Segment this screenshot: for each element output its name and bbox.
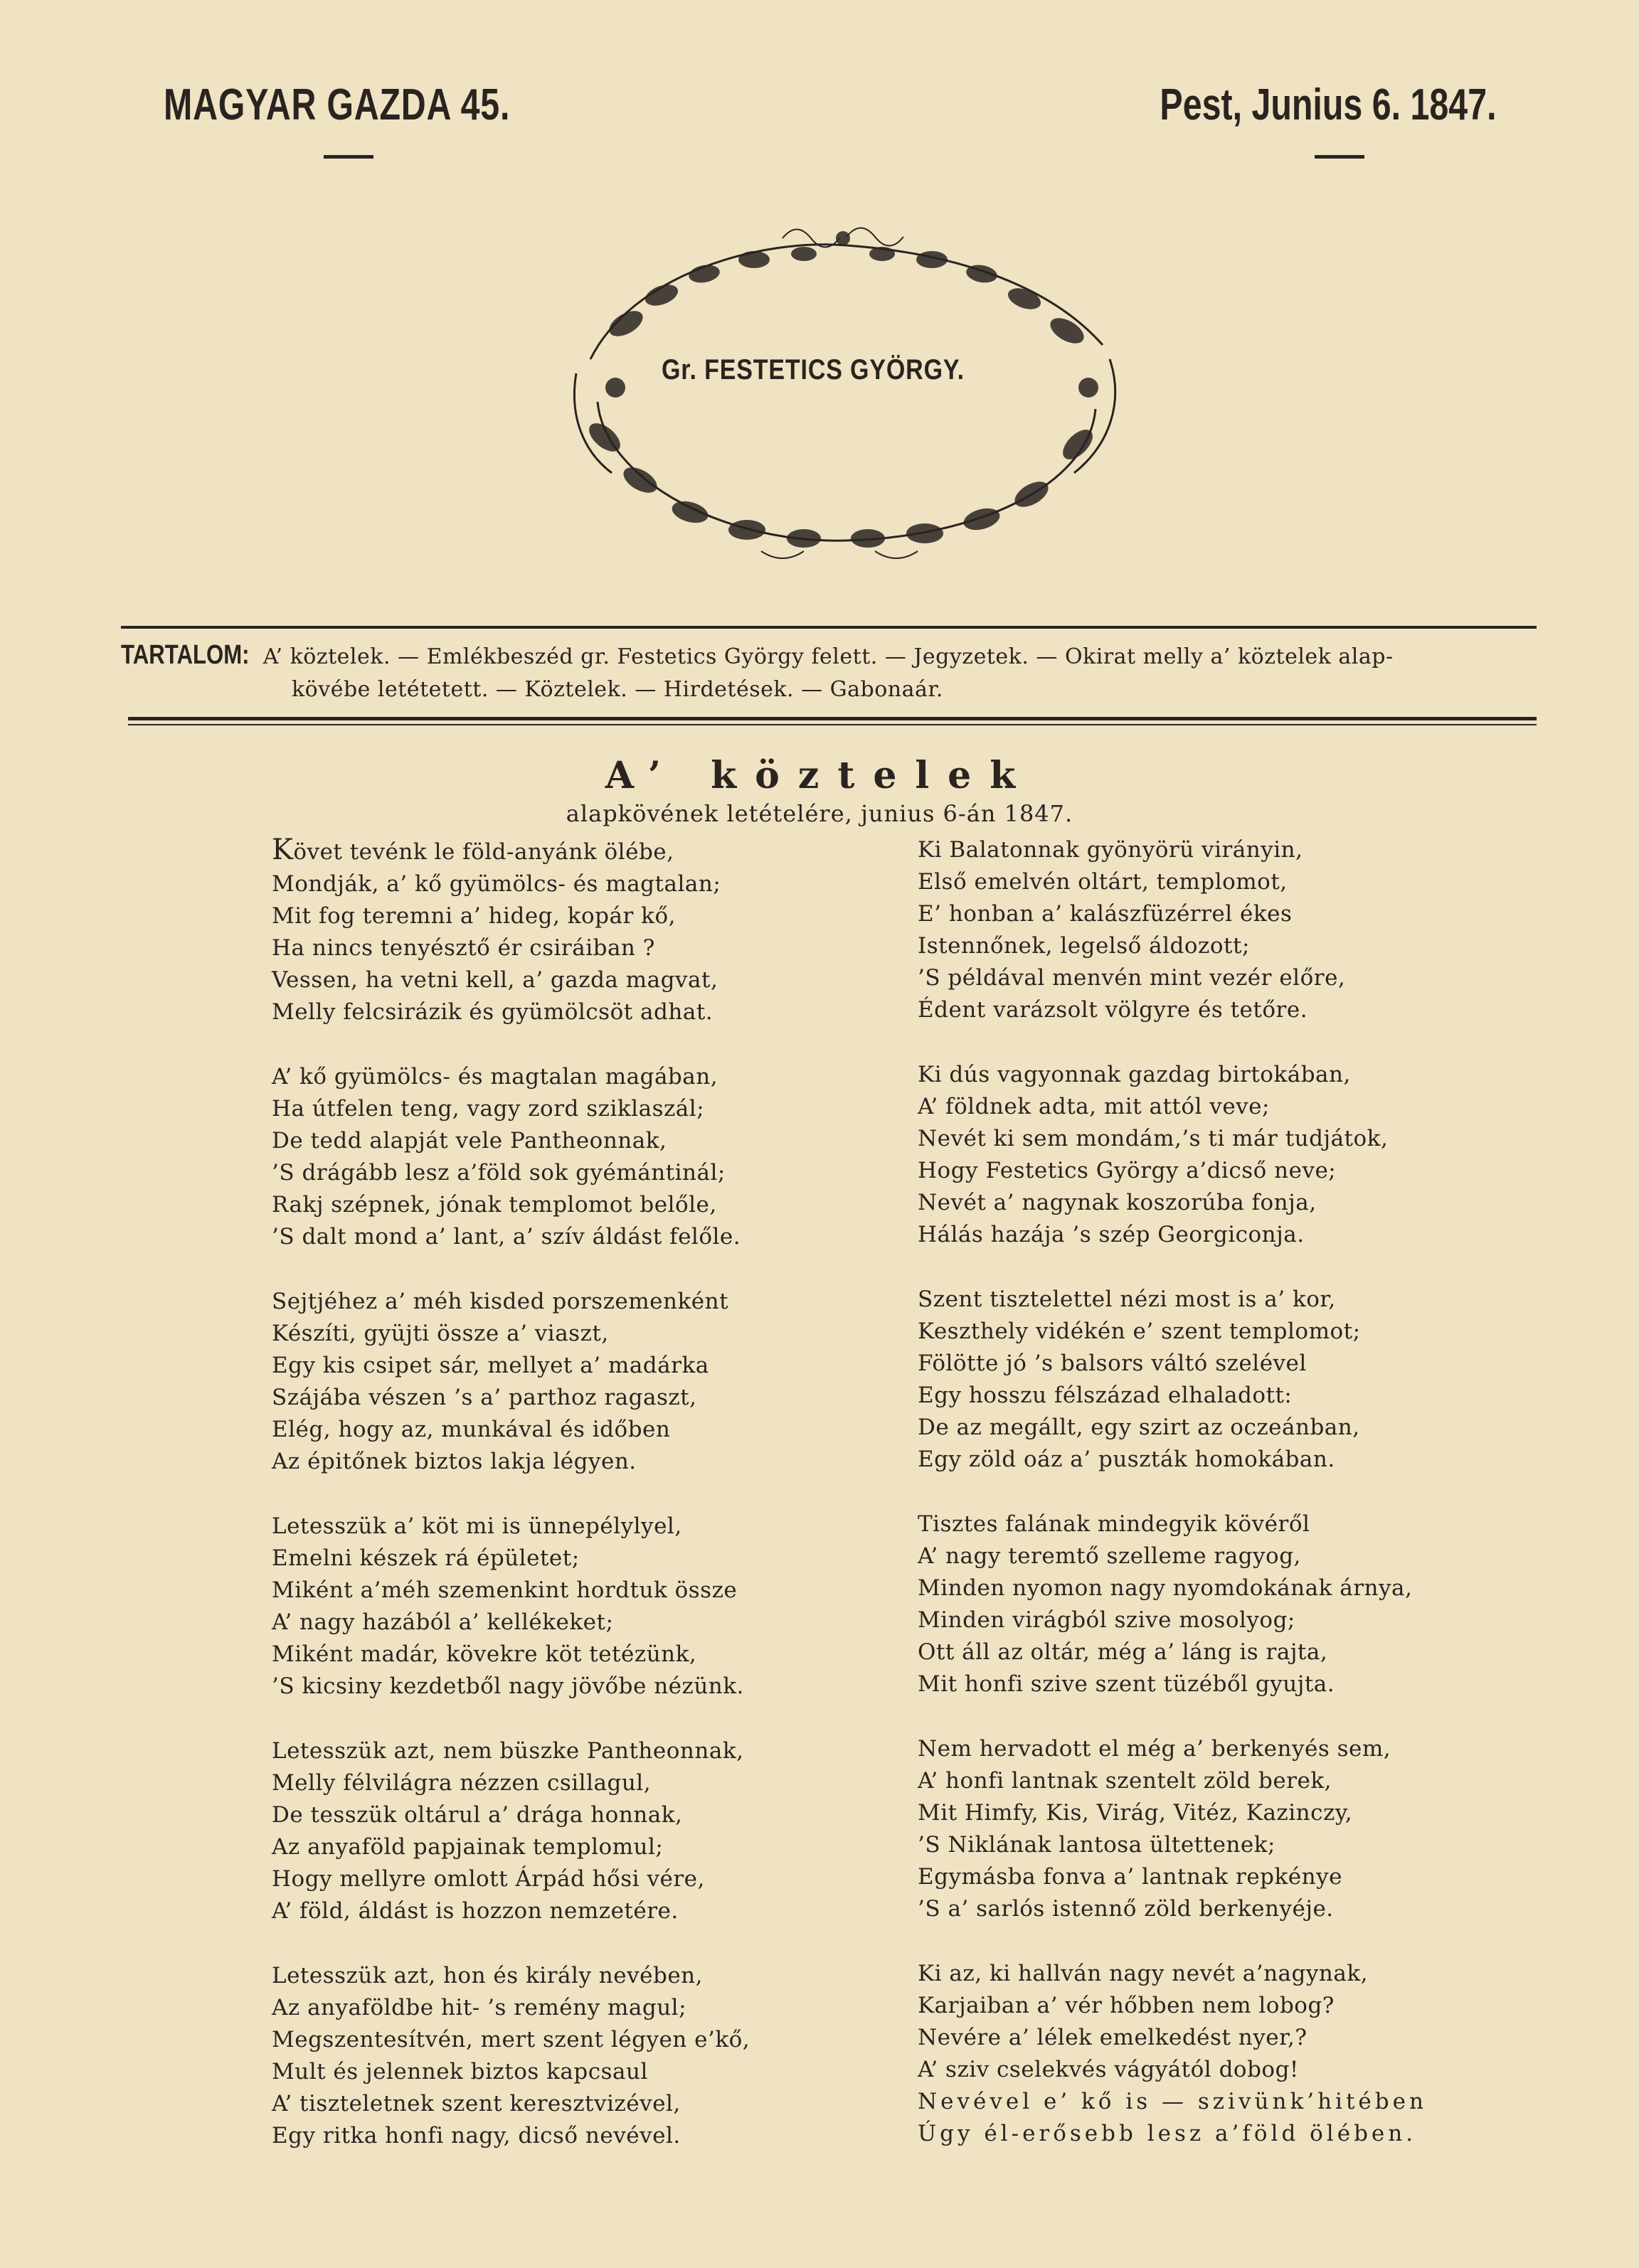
section-rule-thin [128, 724, 1537, 725]
poem-stanza [918, 1733, 1558, 1925]
poem-line: Szájába vészen ’s a’ parthoz ragaszt, [272, 1385, 697, 1410]
poem-line: Mondják, a’ kő gyümölcs- és magtalan; [272, 871, 721, 897]
poem-stanza [918, 1059, 1558, 1251]
poem-line: Melly felcsirázik és gyümölcsöt adhat. [272, 999, 714, 1025]
poem-line: Rakj szépnek, jónak templomot belőle, [272, 1192, 717, 1218]
poem-line: Nevét a’ nagynak koszorúba fonja, [918, 1190, 1317, 1215]
poem-line: Letesszük azt, hon és király nevében, [272, 1963, 703, 1989]
poem-line: Ki Balatonnak gyönyörü virányin, [918, 837, 1303, 863]
poem-stanza [272, 1061, 898, 1253]
poem-line: ’S Niklának lantosa ültettenek; [918, 1832, 1275, 1858]
poem-stanza [272, 1735, 898, 1927]
toc-text-1: A’ köztelek. — Emlékbeszéd gr. Festetics György felett. — Jegyzetek. — Okirat melly a’ köztelek alap- [262, 644, 1394, 669]
poem-line: Követ tevénk le föld-anyánk ölébe, [272, 834, 674, 866]
poem-line: Ha nincs tenyésztő ér csiráiban ? [272, 935, 655, 961]
poem-line: ’S dalt mond a’ lant, a’ szív áldást felőle. [272, 1224, 741, 1250]
poem-line: Egy ritka honfi nagy, dicső nevével. [272, 2123, 681, 2149]
masthead-title: MAGYAR GAZDA 45. [164, 80, 511, 129]
poem-line: Megszentesítvén, mert szent légyen e’kő, [272, 2027, 750, 2053]
poem-line: Egy zöld oáz a’ puszták homokában. [918, 1447, 1335, 1472]
poem-line: Ki az, ki hallván nagy nevét a’nagynak, [918, 1961, 1368, 1986]
poem-line: Vessen, ha vetni kell, a’ gazda magvat, [272, 967, 718, 993]
poem-line: Sejtjéhez a’ méh kisded porszemenként [272, 1289, 729, 1314]
poem-subtitle: alapkövének letételére, junius 6-án 1847. [566, 800, 1073, 827]
poem-line: Miként madár, kövekre köt tetézünk, [272, 1641, 697, 1667]
poem-line: Nem hervadott el még a’ berkenyés sem, [918, 1736, 1391, 1762]
poem-line: Miként a’méh szemenkint hordtuk össze [272, 1577, 738, 1603]
vignette-name: Gr. FESTETICS GYÖRGY. [662, 354, 965, 385]
poem-stanza [272, 1286, 898, 1478]
poem-line: A’ tiszteletnek szent keresztvizével, [272, 2091, 681, 2117]
section-rule-thick [128, 717, 1537, 720]
poem-column-left [272, 834, 898, 2185]
poem-line: Nevével e’ kő is — szivünk’hitében [918, 2089, 1427, 2114]
poem-line: Az épitőnek biztos lakja légyen. [272, 1449, 637, 1474]
poem-line: ’S kicsiny kezdetből nagy jövőbe nézünk. [272, 1673, 744, 1699]
poem-line: Ott áll az oltár, még a’ láng is rajta, [918, 1639, 1328, 1665]
poem-line: Egymásba fonva a’ lantnak repkénye [918, 1864, 1342, 1890]
toc-line-2 [121, 674, 1537, 706]
poem-line: Minden virágból szive mosolyog; [918, 1607, 1295, 1633]
poem-stanza [918, 1958, 1558, 2150]
poem-line: Tisztes falának mindegyik kövéről [918, 1511, 1310, 1537]
poem-line: Istennőnek, legelső áldozott; [918, 933, 1250, 959]
poem-line: Hogy Festetics György a’dicső neve; [918, 1158, 1337, 1183]
table-of-contents [121, 639, 1537, 706]
poem-line: Édent varázsolt völgyre és tetőre. [918, 997, 1308, 1023]
poem-line: Mit Himfy, Kis, Virág, Vitéz, Kazinczy, [918, 1800, 1353, 1826]
poem-line: Minden nyomon nagy nyomdokának árnya, [918, 1575, 1413, 1601]
poem-line: Az anyaföld papjainak templomul; [272, 1834, 664, 1860]
poem-line: Hálás hazája ’s szép Georgiconja. [918, 1222, 1305, 1247]
poem-line: A’ nagy hazából a’ kellékeket; [272, 1609, 614, 1635]
poem-line: Szent tisztelettel nézi most is a’ kor, [918, 1287, 1336, 1312]
masthead-date: Pest, Junius 6. 1847. [1160, 80, 1497, 129]
poem-line: Nevére a’ lélek emelkedést nyer,? [918, 2025, 1308, 2050]
poem-line: De tesszük oltárul a’ drága honnak, [272, 1802, 683, 1828]
poem-line: Ha útfelen teng, vagy zord sziklaszál; [272, 1096, 705, 1122]
poem-stanza [918, 1508, 1558, 1700]
poem-line: Egy hosszu félszázad elhaladott: [918, 1383, 1293, 1408]
poem-line: De az megállt, egy szirt az oczeánban, [918, 1415, 1360, 1440]
toc-label: TARTALOM: [121, 640, 250, 670]
poem-line: Mit honfi szive szent tüzéből gyujta. [918, 1671, 1335, 1697]
poem-line: Nevét ki sem mondám,’s ti már tudjátok, [918, 1126, 1389, 1151]
wreath-vignette [548, 217, 1131, 565]
poem-stanza [272, 1511, 898, 1703]
poem-title: A’ köztelek [605, 754, 1034, 797]
poem-line: Mit fog teremni a’ hideg, kopár kő, [272, 903, 676, 929]
poem-stanza [918, 834, 1558, 1026]
poem-line: Letesszük a’ köt mi is ünnepélylyel, [272, 1513, 682, 1539]
poem-line: A’ föld, áldást is hozzon nemzetére. [272, 1898, 679, 1924]
poem-line: Ki dús vagyonnak gazdag birtokában, [918, 1062, 1351, 1087]
masthead-rule-right [1315, 155, 1364, 159]
poem-line: Keszthely vidékén e’ szent templomot; [918, 1319, 1361, 1344]
poem-line: Az anyaföldbe hit- ’s remény magul; [272, 1995, 687, 2021]
poem-line: Úgy él-erősebb lesz a’föld ölében. [918, 2121, 1417, 2146]
poem-line: A’ kő gyümölcs- és magtalan magában, [272, 1064, 718, 1090]
poem-line: A’ nagy teremtő szelleme ragyog, [918, 1543, 1301, 1569]
poem-line: Letesszük azt, nem büszke Pantheonnak, [272, 1738, 744, 1764]
poem-line: A’ sziv cselekvés vágyától dobog! [918, 2057, 1299, 2082]
poem-line: Emelni készek rá épületet; [272, 1545, 580, 1571]
poem-line: A’ honfi lantnak szentelt zöld berek, [918, 1768, 1332, 1794]
toc-line-1 [121, 639, 1537, 674]
poem-line: ’S drágább lesz a’föld sok gyémántinál; [272, 1160, 726, 1186]
poem-line: Hogy mellyre omlott Árpád hősi vére, [272, 1866, 705, 1892]
poem-line: Első emelvén oltárt, templomot, [918, 869, 1288, 895]
poem-line: Egy kis csipet sár, mellyet a’ madárka [272, 1353, 709, 1378]
poem-stanza [918, 1284, 1558, 1476]
poem-line: E’ honban a’ kalászfüzérrel ékes [918, 901, 1293, 927]
poem-line: Készíti, gyüjti össze a’ viaszt, [272, 1321, 609, 1346]
toc-top-rule [121, 626, 1537, 629]
poem-line: De tedd alapját vele Pantheonnak, [272, 1128, 667, 1154]
poem-line: ’S példával menvén mint vezér előre, [918, 965, 1346, 991]
toc-text-2: kövébe letétetett. — Köztelek. — Hirdetések. — Gabonaár. [292, 677, 943, 702]
poem-line: Melly félvilágra nézzen csillagul, [272, 1770, 652, 1796]
poem-stanza [272, 834, 898, 1028]
poem-line: Elég, hogy az, munkával és időben [272, 1417, 671, 1442]
poem-line: A’ földnek adta, mit attól veve; [918, 1094, 1270, 1119]
poem-line: Mult és jelennek biztos kapcsaul [272, 2059, 648, 2085]
poem-line: Karjaiban a’ vér hőbben nem lobog? [918, 1993, 1335, 2018]
poem-line: Fölötte jó ’s balsors váltó szelével [918, 1351, 1307, 1376]
poem-stanza [272, 1960, 898, 2152]
masthead-rule-left [324, 155, 373, 159]
poem-column-right [918, 834, 1558, 2183]
poem-line: ’S a’ sarlós istennő zöld berkenyéje. [918, 1896, 1334, 1922]
